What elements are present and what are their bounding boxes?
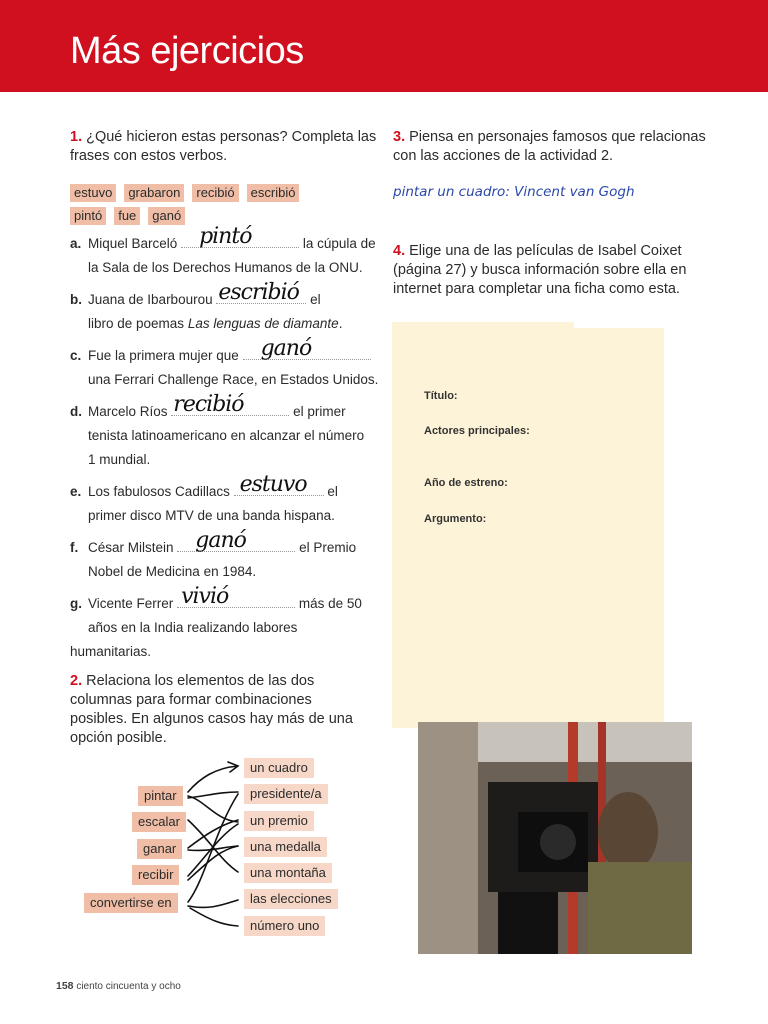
handwritten-answer: recibió	[173, 392, 244, 417]
left-column-item[interactable]: recibir	[132, 865, 179, 885]
handwritten-answer: vivió	[181, 584, 229, 609]
right-column-item[interactable]: un cuadro	[244, 758, 314, 778]
exercise-4-instruction: 4. Elige una de las películas de Isabel Coixet (página 27) y busca información sobre ella en internet para completar una ficha como esta.	[393, 243, 687, 297]
left-column-item[interactable]: convertirse en	[84, 893, 178, 913]
exercise-2-instruction: 2. Relaciona los elementos de las dos columnas para formar combinaciones posibles. En algunos casos hay más de una opción posible.	[70, 673, 353, 746]
field-plot-label: Argumento:	[424, 513, 487, 525]
page-number-words: ciento cincuenta y ocho	[76, 981, 181, 992]
handwritten-answer: escribió	[218, 280, 299, 305]
camera-photo-image	[418, 722, 692, 954]
right-column-item[interactable]: las elecciones	[244, 889, 338, 909]
verb-chip: escribió	[247, 184, 300, 202]
connector-line	[190, 908, 238, 926]
sentence-d: d. Marcelo Ríos recibió el primer tenista latinoamericano en alcanzar el número 1 mundial.	[70, 392, 365, 467]
photo-film-camera	[418, 722, 692, 954]
right-column-item[interactable]: número uno	[244, 916, 325, 936]
connector-line	[188, 820, 238, 848]
sentence-a: a. Miquel Barceló pintó la cúpula de la Sala de los Derechos Humanos de la ONU.	[70, 224, 376, 275]
field-year-label: Año de estreno:	[424, 477, 508, 489]
exercise-1-instruction: 1. ¿Qué hicieron estas personas? Completa las frases con estos verbos.	[70, 129, 377, 164]
right-column-item[interactable]: presidente/a	[244, 784, 328, 804]
right-column-item[interactable]: un premio	[244, 811, 314, 831]
sentence-e: e. Los fabulosos Cadillacs estuvo el primer disco MTV de una banda hispana.	[70, 472, 338, 523]
film-card	[392, 328, 664, 728]
connector-line	[188, 792, 238, 798]
field-title-label: Título:	[424, 390, 458, 402]
connector-line	[188, 762, 238, 792]
verb-chip: grabaron	[124, 184, 184, 202]
verb-chip: ganó	[148, 207, 185, 225]
page-number: 158	[56, 980, 74, 992]
sentence-g: g. Vicente Ferrer vivió más de 50 años en la India realizando labores humanitarias.	[70, 584, 362, 659]
verb-chip: pintó	[70, 207, 106, 225]
handwritten-answer: estuvo	[239, 472, 307, 497]
verb-chip: recibió	[192, 184, 238, 202]
field-actors-label: Actores principales:	[424, 425, 530, 437]
right-column-item[interactable]: una montaña	[244, 863, 332, 883]
sentence-c: c. Fue la primera mujer que ganó una Ferrari Challenge Race, en Estados Unidos.	[70, 336, 379, 387]
verb-chip: fue	[114, 207, 140, 225]
left-column-item[interactable]: pintar	[138, 786, 183, 806]
connector-line	[188, 900, 238, 907]
verb-chip: estuvo	[70, 184, 116, 202]
page-title: Más ejercicios	[70, 30, 304, 72]
exercise-3-instruction: 3. Piensa en personajes famosos que relacionas con las acciones de la actividad 2.	[393, 129, 706, 164]
left-column-item[interactable]: ganar	[137, 839, 182, 859]
handwritten-answer-ex3: pintar un cuadro: Vincent van Gogh	[393, 184, 635, 200]
sentence-f: f. César Milstein ganó el Premio Nobel de Medicina en 1984.	[70, 528, 357, 579]
right-column-item[interactable]: una medalla	[244, 837, 327, 857]
handwritten-answer: pintó	[199, 224, 252, 249]
handwritten-answer: ganó	[260, 336, 312, 361]
handwritten-answer: ganó	[195, 528, 246, 553]
sentence-b: b. Juana de Ibarbourou escribió el libro de poemas Las lenguas de diamante.	[70, 280, 343, 331]
page-footer	[56, 980, 181, 992]
left-column-item[interactable]: escalar	[132, 812, 186, 832]
